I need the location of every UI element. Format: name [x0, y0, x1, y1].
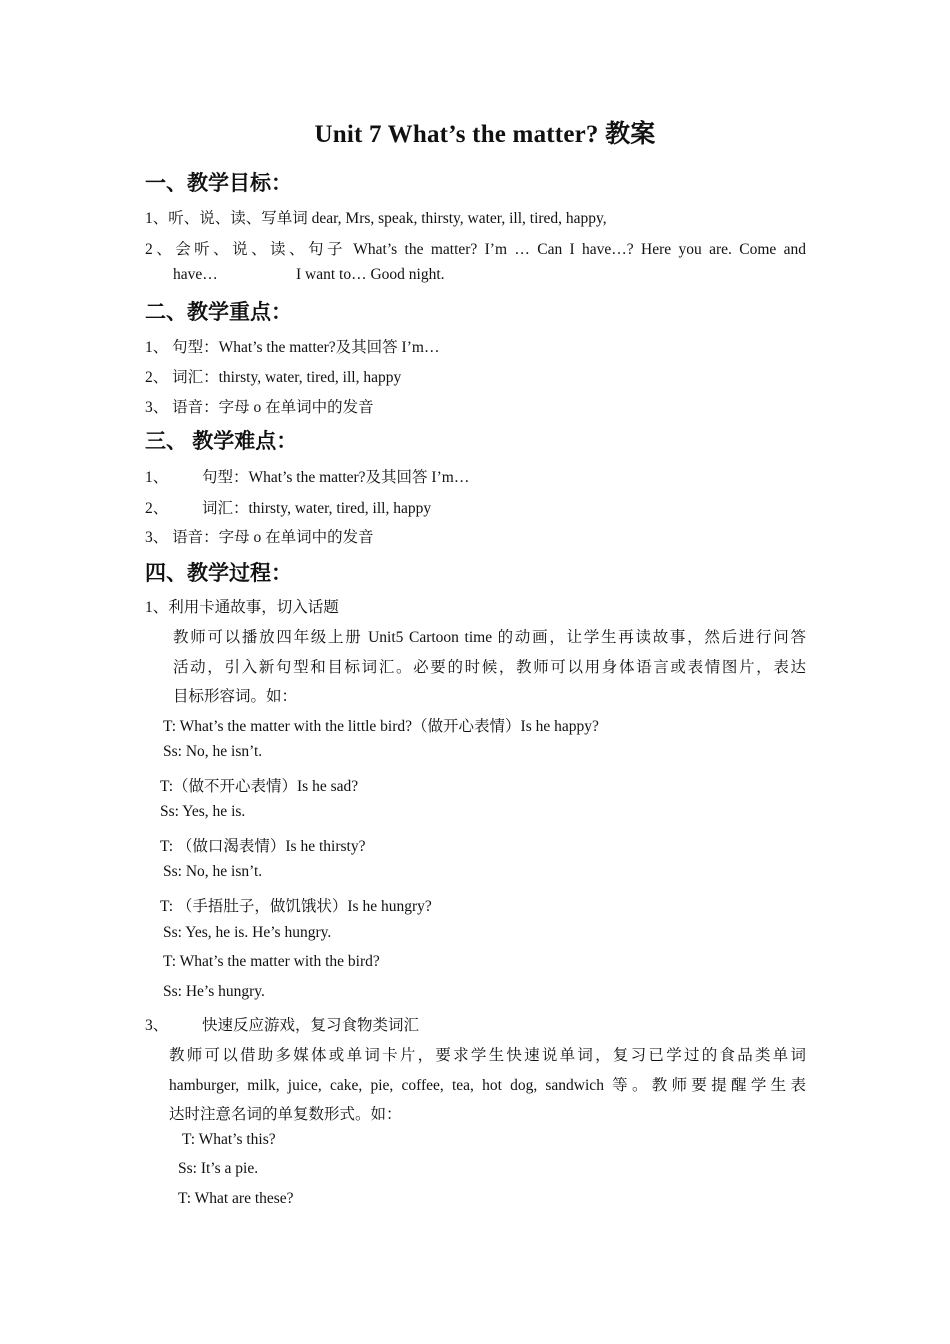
key-point-item-1: 1、 句型：What’s the matter?及其回答 I’m… — [145, 339, 440, 356]
section-heading-objectives: 一、教学目标： — [145, 171, 292, 195]
dialogue-line: T:（做不开心表情）Is he sad? — [160, 778, 359, 795]
example-dialogue-line: T: What’s this? — [182, 1131, 276, 1148]
procedure-paragraph-2-line2: hamburger, milk, juice, cake, pie, coffee, tea, hot dog, sandwich 等。教师要提醒学生表 — [169, 1077, 806, 1094]
dialogue-line: T: （做口渴表情）Is he thirsty? — [160, 838, 366, 855]
dialogue-line: Ss: He’s hungry. — [163, 983, 265, 1000]
dialogue-line: Ss: No, he isn’t. — [163, 863, 263, 880]
key-point-item-3: 3、 语音：字母 o 在单词中的发音 — [145, 399, 374, 416]
dialogue-line: Ss: No, he isn’t. — [163, 743, 263, 760]
dialogue-line: Ss: Yes, he is. — [160, 803, 246, 820]
section-heading-procedure: 四、教学过程： — [145, 561, 292, 585]
objective-item-2-line2b: I want to… Good night. — [296, 266, 445, 283]
dialogue-line: T: What’s the matter with the bird? — [163, 953, 380, 970]
key-point-item-2: 2、 词汇：thirsty, water, tired, ill, happy — [145, 369, 402, 386]
objective-item-2-line1: 2、会听、说、读、句子 What’s the matter? I’m … Can I have…? Here you are. Come and — [145, 241, 806, 258]
procedure-step-3-text: 快速反应游戏，复习食物类词汇 — [202, 1017, 420, 1034]
objective-item-1: 1、听、说、读、写单词 dear, Mrs, speak, thirsty, water, ill, tired, happy, — [145, 210, 607, 227]
dialogue-line: T: （手捂肚子，做饥饿状）Is he hungry? — [160, 898, 432, 915]
difficulty-item-2-number: 2、 — [145, 500, 169, 517]
page-title: Unit 7 What’s the matter? 教案 — [314, 121, 656, 148]
procedure-step-1: 1、利用卡通故事，切入话题 — [145, 599, 339, 616]
procedure-paragraph-1-line1: 教师可以播放四年级上册 Unit5 Cartoon time 的动画，让学生再读故事，然后进行问答 — [173, 629, 806, 646]
objective-item-2-line2a: have… — [173, 266, 218, 283]
difficulty-item-1-number: 1、 — [145, 469, 169, 486]
procedure-step-3-number: 3、 — [145, 1017, 169, 1034]
dialogue-line: Ss: Yes, he is. He’s hungry. — [163, 924, 332, 941]
difficulty-item-3: 3、 语音：字母 o 在单词中的发音 — [145, 529, 374, 546]
section-heading-difficulties: 三、 教学难点： — [145, 429, 298, 453]
procedure-paragraph-1-line3: 目标形容词。如： — [173, 688, 298, 705]
procedure-paragraph-2-line3: 达时注意名词的单复数形式。如： — [169, 1106, 402, 1123]
procedure-paragraph-1-line2: 活动，引入新句型和目标词汇。必要的时候，教师可以用身体语言或表情图片，表达 — [173, 659, 806, 676]
dialogue-line: T: What’s the matter with the little bird?（做开心表情）Is he happy? — [163, 718, 599, 735]
difficulty-item-2-text: 词汇：thirsty, water, tired, ill, happy — [202, 500, 432, 517]
section-heading-key-points: 二、教学重点： — [145, 300, 292, 324]
example-dialogue-line: T: What are these? — [178, 1190, 294, 1207]
difficulty-item-1-text: 句型：What’s the matter?及其回答 I’m… — [202, 469, 470, 486]
procedure-paragraph-2-line1: 教师可以借助多媒体或单词卡片，要求学生快速说单词，复习已学过的食品类单词 — [169, 1047, 806, 1064]
example-dialogue-line: Ss: It’s a pie. — [178, 1160, 259, 1177]
